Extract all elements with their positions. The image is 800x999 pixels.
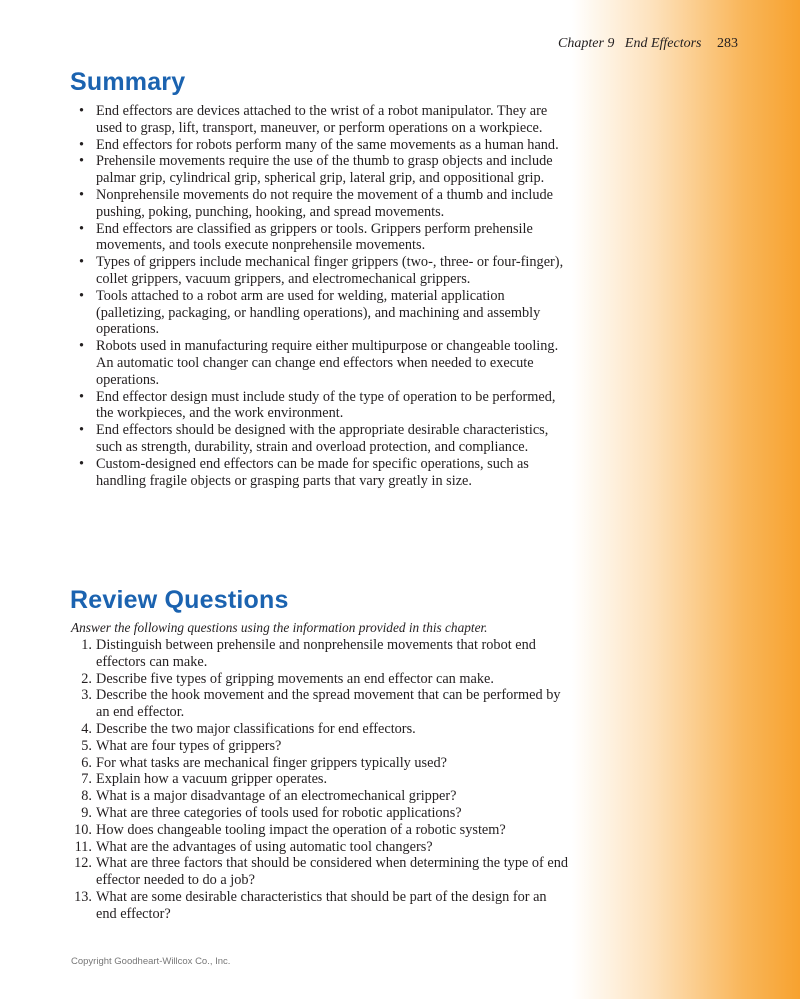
question-text: What are three categories of tools used for robotic applications?: [96, 804, 462, 821]
question-number: 4.: [81, 720, 92, 737]
chapter-title: End Effectors: [624, 36, 702, 51]
review-question: [74, 888, 570, 923]
review-question: [74, 821, 570, 839]
review-questions-heading: Review Questions: [70, 586, 289, 614]
review-question: [74, 838, 570, 856]
summary-item: • End effectors for robots perform many of the same movements as a human hand.: [96, 137, 570, 154]
question-number: 10.: [74, 821, 92, 838]
review-questions-list: [74, 637, 570, 923]
review-question: [81, 771, 570, 788]
question-text: For what tasks are mechanical finger grippers typically used?: [96, 754, 447, 771]
summary-item: • Nonprehensile movements do not require the movement of a thumb and include pushing, poking, punching, hooking, and spread movements.: [96, 187, 570, 221]
review-question: [81, 754, 570, 772]
question-text: What is a major disadvantage of an electromechanical gripper?: [96, 788, 457, 805]
question-text: Explain how a vacuum gripper operates.: [96, 771, 328, 788]
question-number: 12.: [74, 855, 92, 872]
summary-heading: Summary: [70, 68, 186, 96]
review-question: [81, 637, 570, 671]
review-question: [81, 788, 570, 805]
running-header: [540, 36, 738, 52]
question-number: 9.: [81, 804, 92, 821]
question-number: 2.: [81, 670, 92, 687]
question-text: Describe the hook movement and the spread movement that can be performed by an end effector.: [96, 687, 561, 721]
summary-item: • Types of grippers include mechanical finger grippers (two-, three- or four-finger), collet grippers, vacuum grippers, and electromechanical grippers.: [96, 254, 570, 288]
question-text: Describe five types of gripping movements an end effector can make.: [96, 670, 494, 687]
summary-item: • End effectors are classified as grippers or tools. Grippers perform prehensile movements, and tools execute nonprehensile movements.: [96, 221, 570, 255]
chapter-number: Chapter 9: [558, 36, 615, 51]
review-question: [81, 687, 570, 721]
question-number: 6.: [81, 754, 92, 771]
question-number: 8.: [81, 788, 92, 805]
summary-item: • Robots used in manufacturing require either multipurpose or changeable tooling. An automatic tool changer can change end effectors when needed to execute operations.: [96, 338, 570, 388]
question-text: How does changeable tooling impact the operation of a robotic system?: [96, 821, 506, 838]
question-text: What are some desirable characteristics that should be part of the design for an end effector?: [96, 888, 547, 922]
review-question: [81, 720, 570, 738]
review-question: [81, 804, 570, 822]
summary-list: [96, 103, 570, 489]
question-number: 5.: [81, 737, 92, 754]
review-question: [81, 737, 570, 755]
summary-item: • Tools attached to a robot arm are used for welding, material application (palletizing, packaging, or handling operations), and machining and assembly operations.: [96, 288, 570, 338]
question-text: What are three factors that should be considered when determining the type of end effector needed to do a job?: [96, 855, 569, 889]
orange-gradient-margin: [572, 0, 800, 999]
question-number: 3.: [81, 687, 92, 704]
question-text: What are four types of grippers?: [96, 737, 282, 754]
question-text: Describe the two major classifications for end effectors.: [96, 720, 416, 737]
question-text: Distinguish between prehensile and nonprehensile movements that robot end effectors can make.: [96, 637, 536, 670]
copyright: Copyright Goodheart-Willcox Co., Inc.: [71, 956, 231, 967]
summary-item: • End effectors should be designed with the appropriate desirable characteristics, such as strength, durability, strain and overload protection, and compliance.: [96, 422, 570, 456]
summary-item: • Prehensile movements require the use of the thumb to grasp objects and include palmar grip, cylindrical grip, spherical grip, lateral grip, and oppositional grip.: [96, 153, 570, 187]
summary-item: • End effectors are devices attached to the wrist of a robot manipulator. They are used to grasp, lift, transport, maneuver, or perform operations on a workpiece.: [96, 103, 570, 137]
question-number: 13.: [74, 888, 92, 905]
summary-item: • End effector design must include study of the type of operation to be performed, the workpieces, and the work environment.: [96, 389, 570, 423]
review-question: [81, 670, 570, 688]
review-question: [74, 855, 570, 889]
summary-item: • Custom-designed end effectors can be made for specific operations, such as handling fragile objects or grasping parts that vary greatly in size.: [96, 456, 570, 490]
review-intro: Answer the following questions using the information provided in this chapter.: [71, 620, 488, 635]
question-number: 7.: [81, 771, 92, 788]
question-number: 11.: [74, 838, 92, 855]
question-number: 1.: [81, 637, 92, 653]
page-number: 283: [717, 36, 738, 51]
question-text: What are the advantages of using automatic tool changers?: [96, 838, 433, 855]
